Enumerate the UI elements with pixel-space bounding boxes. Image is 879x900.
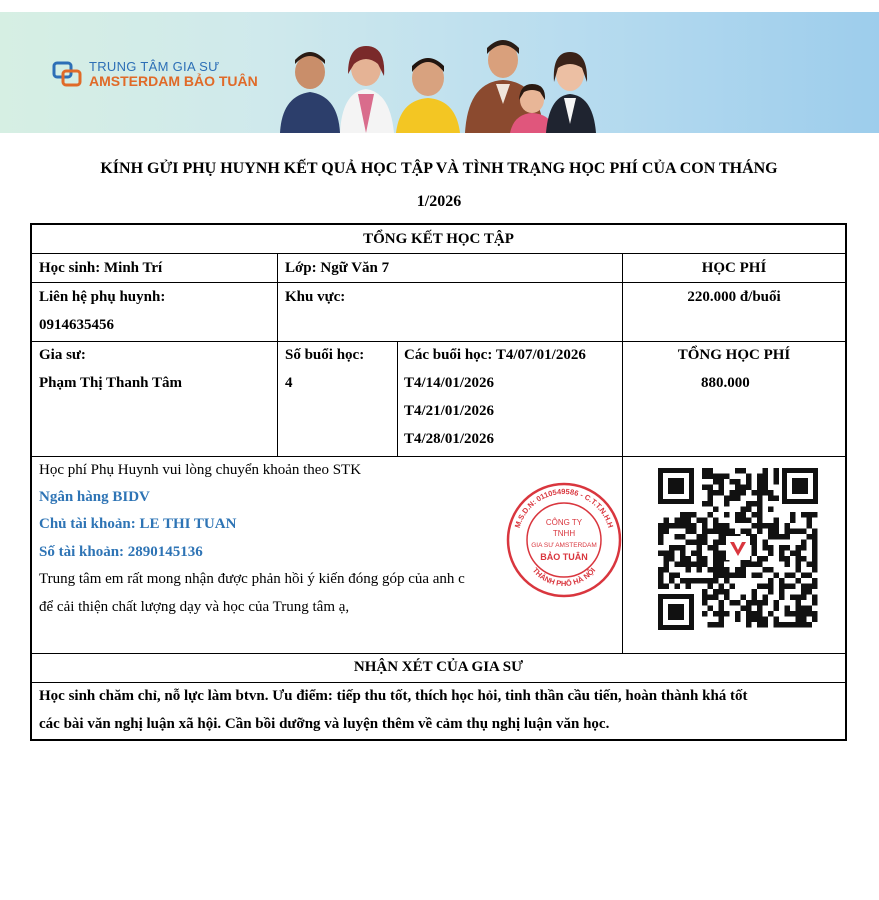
account-holder: Chủ tài khoản: LE THI TUAN — [39, 516, 237, 532]
feedback-request-line-2: để cải thiện chất lượng dạy và học của Trung tâm ạ, — [39, 599, 350, 615]
session-date: T4/21/01/2026 — [404, 403, 495, 419]
bank-name: Ngân hàng BIDV — [39, 489, 150, 505]
company-stamp — [504, 480, 624, 600]
stamp-line-3: GIA SƯ AMSTERDAM — [531, 542, 597, 549]
stamp-line-1: CÔNG TY — [545, 518, 583, 527]
stamp-line-2: TNHH — [552, 529, 576, 538]
center-logo — [52, 59, 258, 89]
payment-instruction: Học phí Phụ Huynh vui lòng chuyển khoản theo STK — [39, 462, 362, 478]
parent-contact-phone: 0914635456 — [39, 317, 114, 333]
report-table — [30, 223, 847, 741]
tutor-name: Phạm Thị Thanh Tâm — [39, 375, 182, 391]
area-label: Khu vực: — [285, 289, 346, 305]
page-title-line-2: 1/2026 — [416, 193, 462, 210]
stamp-city-text: THÀNH PHỐ HÀ NỘI — [530, 565, 598, 589]
student-name: Học sinh: Minh Trí — [39, 260, 163, 276]
total-fee-label: TỔNG HỌC PHÍ — [677, 347, 791, 363]
page-title-line-1: KÍNH GỬI PHỤ HUYNH KẾT QUẢ HỌC TẬP VÀ TÌNH TRẠNG HỌC PHÍ CỦA CON THÁNG — [100, 160, 778, 177]
total-fee-value: 880.000 — [701, 375, 750, 391]
summary-header: TỔNG KẾT HỌC TẬP — [363, 231, 514, 247]
sessions-label: Số buổi học: — [285, 347, 365, 363]
header-banner — [0, 12, 879, 133]
review-text-line-2: các bài văn nghị luận xã hội. Cần bồi dưỡng và luyện thêm về cảm thụ nghị luận văn học. — [39, 716, 610, 732]
stamp-line-4: BẢO TUÂN — [540, 552, 588, 562]
session-date: T4/14/01/2026 — [404, 375, 495, 391]
parent-contact-label: Liên hệ phụ huynh: — [39, 289, 166, 305]
account-number: Số tài khoản: 2890145136 — [39, 544, 203, 560]
tutor-label: Gia sư: — [39, 347, 86, 363]
logo-mark-icon — [52, 60, 84, 88]
sessions-count: 4 — [285, 375, 293, 391]
banner-people-illustration — [270, 34, 610, 133]
logo-line-2: AMSTERDAM BẢO TUÂN — [89, 73, 258, 89]
class-name: Lớp: Ngữ Văn 7 — [285, 260, 390, 276]
fee-label: HỌC PHÍ — [701, 260, 767, 276]
feedback-request-line-1: Trung tâm em rất mong nhận được phản hồi ý kiến đóng góp của anh c — [39, 571, 465, 587]
stamp-ring-text: M.S.D.N: 0110549586 - C.T.T.N.H.H — [512, 486, 616, 529]
session-date: T4/28/01/2026 — [404, 431, 495, 447]
review-text-line-1: Học sinh chăm chỉ, nỗ lực làm btvn. Ưu điểm: tiếp thu tốt, thích học hỏi, tinh thần cầu tiến, hoàn thành khá tốt — [39, 688, 748, 704]
fee-value: 220.000 đ/buổi — [687, 289, 781, 305]
review-header: NHẬN XÉT CỦA GIA SƯ — [353, 659, 524, 675]
logo-line-1: TRUNG TÂM GIA SƯ — [89, 59, 220, 74]
session-date: Các buổi học: T4/07/01/2026 — [404, 347, 586, 363]
qr-code — [654, 464, 822, 634]
